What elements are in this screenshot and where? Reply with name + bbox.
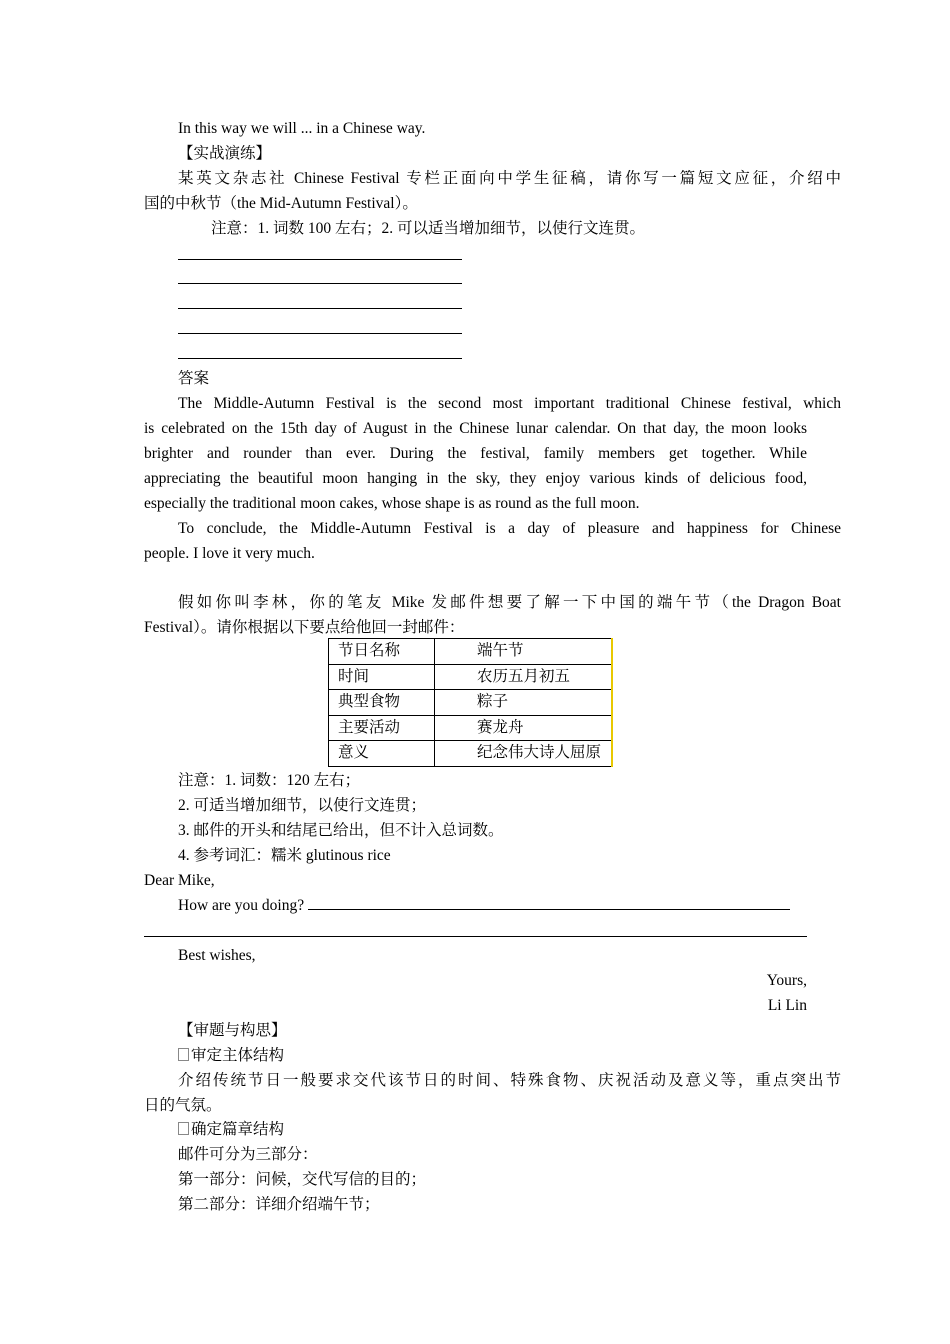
table-cell-label: 意义 (329, 741, 435, 767)
table-cell-label: 时间 (329, 664, 435, 690)
table-row (329, 664, 613, 690)
analysis-step1-line2: 日的气氛。 (144, 1097, 222, 1114)
task2-prompt-line2: Festival）。请你根据以下要点给他回一封邮件： (144, 619, 465, 636)
table-cell-label: 主要活动 (329, 715, 435, 741)
table-row (329, 741, 613, 767)
task2-note: 4. 参考词汇：糯米 glutinous rice (178, 847, 391, 864)
task1-prompt-line1: 某英文杂志社 Chinese Festival 专栏正面向中学生征稿，请你写一篇短文应征，介绍中 (178, 170, 841, 187)
checkbox-icon (178, 1122, 189, 1135)
analysis-step2-intro: 邮件可分为三部分： (178, 1146, 318, 1163)
checkbox-icon (178, 1048, 189, 1061)
answer-text-line: To conclude, the Middle-Autumn Festival is a day of pleasure and happiness for Chinese (178, 520, 841, 537)
answer-blank-line[interactable] (178, 333, 462, 334)
analysis-part2: 第二部分：详细介绍端午节； (178, 1196, 380, 1213)
email-sign-off: Yours, (766, 972, 807, 989)
email-blank-line[interactable] (144, 936, 807, 937)
email-blank-line[interactable] (308, 895, 790, 910)
answer-label: 答案 (178, 370, 210, 387)
answer-blank-line[interactable] (178, 308, 462, 309)
table-cell-value: 粽子 (435, 690, 613, 716)
table-cell-value: 赛龙舟 (435, 715, 613, 741)
answer-blank-line[interactable] (178, 358, 462, 359)
answer-blank-line[interactable] (178, 283, 462, 284)
table-cell-value: 纪念伟大诗人屈原 (435, 741, 613, 767)
answer-blank-line[interactable] (178, 259, 462, 260)
analysis-step2 (144, 1117, 841, 1142)
email-signature: Li Lin (767, 997, 807, 1014)
task1-prompt-line2: 国的中秋节（the Mid-Autumn Festival）。 (144, 195, 418, 212)
analysis-step2-title: 确定篇章结构 (191, 1121, 285, 1138)
table-row (329, 639, 613, 665)
answer-text-line: The Middle-Autumn Festival is the second most important traditional Chinese festival, which (178, 395, 841, 412)
task2-note: 3. 邮件的开头和结尾已给出，但不计入总词数。 (178, 822, 504, 839)
answer-text-line: people. I love it very much. (144, 545, 315, 562)
email-opening-line (144, 893, 841, 918)
task2-note: 注意：1. 词数：120 左右； (178, 772, 361, 789)
answer-text-line: appreciating the beautiful moon hanging in the sky, they enjoy various kinds of delicious food, (144, 470, 807, 487)
analysis-heading: 【审题与构思】 (178, 1022, 287, 1039)
analysis-part1: 第一部分：问候，交代写信的目的； (178, 1171, 427, 1188)
practice-heading: 【实战演练】 (178, 145, 272, 162)
table-cell-label: 典型食物 (329, 690, 435, 716)
task2-prompt-line1: 假如你叫李林，你的笔友 Mike 发邮件想要了解一下中国的端午节（the Dragon Boat (178, 594, 841, 611)
task2-note: 2. 可适当增加细节，以使行文连贯； (178, 797, 427, 814)
intro-line: In this way we will ... in a Chinese way. (178, 120, 426, 137)
festival-info-table (328, 638, 613, 767)
table-row (329, 690, 613, 716)
email-closing: Best wishes, (178, 947, 256, 964)
answer-text-line: especially the traditional moon cakes, whose shape is as round as the full moon. (144, 495, 640, 512)
table-cell-value: 农历五月初五 (435, 664, 613, 690)
answer-text-line: is celebrated on the 15th day of August in the Chinese lunar calendar. On that day, the moon looks (144, 420, 807, 437)
email-opening: How are you doing? (178, 897, 305, 914)
analysis-step1 (144, 1043, 841, 1068)
answer-text-line: brighter and rounder than ever. During the festival, family members get together. While (144, 445, 807, 462)
table-cell-value: 端午节 (435, 639, 613, 665)
table-cell-label: 节日名称 (329, 639, 435, 665)
analysis-step1-line1: 介绍传统节日一般要求交代该节日的时间、特殊食物、庆祝活动及意义等，重点突出节 (178, 1072, 841, 1089)
email-greeting: Dear Mike, (144, 872, 215, 889)
analysis-step1-title: 审定主体结构 (191, 1047, 285, 1064)
table-row (329, 715, 613, 741)
task1-notes: 注意：1. 词数 100 左右；2. 可以适当增加细节，以使行文连贯。 (211, 220, 646, 237)
